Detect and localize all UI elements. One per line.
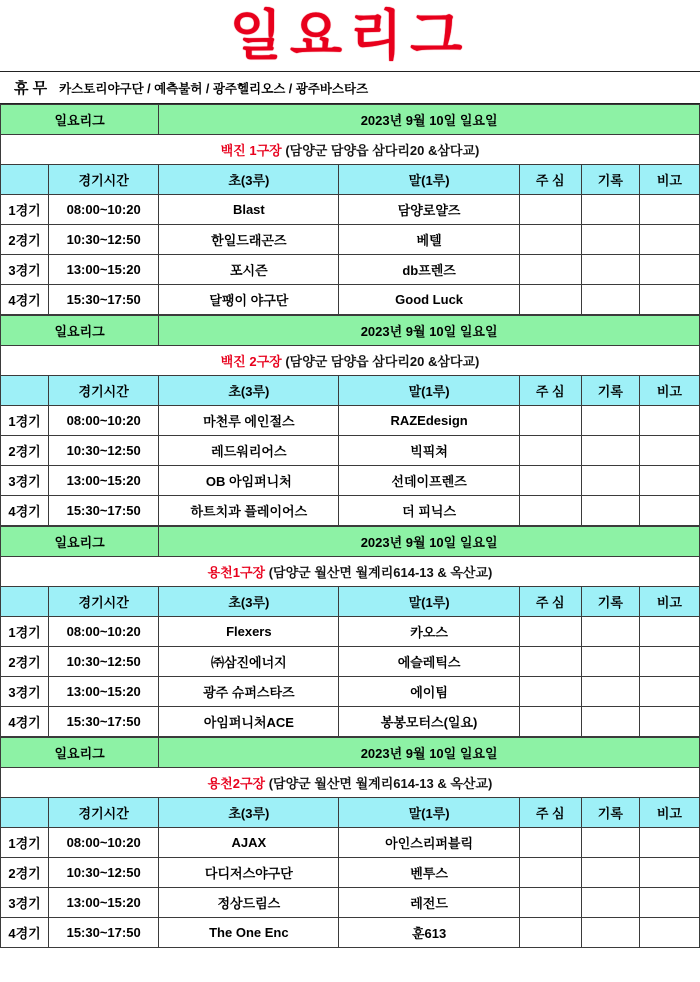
umpire-cell xyxy=(519,406,581,436)
game-number: 2경기 xyxy=(1,647,49,677)
note-cell xyxy=(639,436,699,466)
note-cell xyxy=(639,285,699,315)
umpire-cell xyxy=(519,888,581,918)
note-cell xyxy=(639,466,699,496)
umpire-cell xyxy=(519,617,581,647)
game-time: 13:00~15:20 xyxy=(49,255,159,285)
col-header-umpire: 주 심 xyxy=(519,798,581,828)
game-time: 10:30~12:50 xyxy=(49,225,159,255)
home-team: 벤투스 xyxy=(339,858,519,888)
table-row xyxy=(1,617,700,647)
home-team: 빅픽쳐 xyxy=(339,436,519,466)
record-cell xyxy=(581,828,639,858)
note-cell xyxy=(639,707,699,737)
notice-label: 휴 무 xyxy=(14,80,48,97)
col-header-record: 기록 xyxy=(581,165,639,195)
game-number: 1경기 xyxy=(1,195,49,225)
game-time: 10:30~12:50 xyxy=(49,436,159,466)
game-time: 10:30~12:50 xyxy=(49,647,159,677)
umpire-cell xyxy=(519,707,581,737)
league-date: 2023년 9월 10일 일요일 xyxy=(159,738,700,768)
home-team: RAZEdesign xyxy=(339,406,519,436)
game-number: 4경기 xyxy=(1,918,49,948)
col-header-note: 비고 xyxy=(639,798,699,828)
game-number: 4경기 xyxy=(1,285,49,315)
table-row xyxy=(1,225,700,255)
table-row xyxy=(1,918,700,948)
col-header-record: 기록 xyxy=(581,376,639,406)
game-number: 1경기 xyxy=(1,406,49,436)
game-number: 2경기 xyxy=(1,225,49,255)
col-header-time: 경기시간 xyxy=(49,165,159,195)
stadium-block xyxy=(0,104,700,315)
home-team: 카오스 xyxy=(339,617,519,647)
game-number: 2경기 xyxy=(1,858,49,888)
game-number: 3경기 xyxy=(1,677,49,707)
stadium-name: 백진 1구장 xyxy=(220,143,286,158)
table-row xyxy=(1,888,700,918)
umpire-cell xyxy=(519,918,581,948)
game-number: 4경기 xyxy=(1,707,49,737)
record-cell xyxy=(581,617,639,647)
col-header-away: 초(3루) xyxy=(159,165,339,195)
schedule-blocks xyxy=(0,104,700,948)
stadium-row xyxy=(1,557,700,587)
stadium-name: 용천1구장 xyxy=(207,565,269,580)
umpire-cell xyxy=(519,496,581,526)
home-team: 레전드 xyxy=(339,888,519,918)
col-header-blank xyxy=(1,376,49,406)
record-cell xyxy=(581,888,639,918)
away-team: 다디저스야구단 xyxy=(159,858,339,888)
table-row xyxy=(1,436,700,466)
umpire-cell xyxy=(519,466,581,496)
game-number: 1경기 xyxy=(1,617,49,647)
game-number: 1경기 xyxy=(1,828,49,858)
col-header-umpire: 주 심 xyxy=(519,376,581,406)
column-header-row xyxy=(1,376,700,406)
away-team: Flexers xyxy=(159,617,339,647)
table-row xyxy=(1,406,700,436)
away-team: 레드워리어스 xyxy=(159,436,339,466)
home-team: 더 피닉스 xyxy=(339,496,519,526)
stadium-row xyxy=(1,768,700,798)
column-header-row xyxy=(1,798,700,828)
col-header-home: 말(1루) xyxy=(339,587,519,617)
stadium-name: 용천2구장 xyxy=(207,776,269,791)
away-team: AJAX xyxy=(159,828,339,858)
record-cell xyxy=(581,255,639,285)
note-cell xyxy=(639,858,699,888)
record-cell xyxy=(581,195,639,225)
league-date: 2023년 9월 10일 일요일 xyxy=(159,105,700,135)
record-cell xyxy=(581,677,639,707)
table-row xyxy=(1,496,700,526)
note-cell xyxy=(639,406,699,436)
league-date: 2023년 9월 10일 일요일 xyxy=(159,527,700,557)
league-name: 일요리그 xyxy=(1,527,159,557)
stadium-info xyxy=(1,768,700,798)
col-header-away: 초(3루) xyxy=(159,587,339,617)
stadium-info xyxy=(1,135,700,165)
table-row xyxy=(1,677,700,707)
stadium-row xyxy=(1,346,700,376)
home-team: db프렌즈 xyxy=(339,255,519,285)
stadium-name: 백진 2구장 xyxy=(220,354,286,369)
stadium-info xyxy=(1,346,700,376)
umpire-cell xyxy=(519,677,581,707)
col-header-blank xyxy=(1,587,49,617)
record-cell xyxy=(581,285,639,315)
table-row xyxy=(1,707,700,737)
page-title: 일요리그 xyxy=(229,5,471,66)
league-date-row xyxy=(1,316,700,346)
game-time: 15:30~17:50 xyxy=(49,496,159,526)
away-team: Blast xyxy=(159,195,339,225)
note-cell xyxy=(639,647,699,677)
stadium-block xyxy=(0,315,700,526)
game-time: 10:30~12:50 xyxy=(49,858,159,888)
home-team: 에이팀 xyxy=(339,677,519,707)
record-cell xyxy=(581,858,639,888)
game-number: 3경기 xyxy=(1,255,49,285)
league-date-row xyxy=(1,105,700,135)
col-header-record: 기록 xyxy=(581,587,639,617)
col-header-time: 경기시간 xyxy=(49,587,159,617)
record-cell xyxy=(581,436,639,466)
league-name: 일요리그 xyxy=(1,316,159,346)
league-date: 2023년 9월 10일 일요일 xyxy=(159,316,700,346)
col-header-umpire: 주 심 xyxy=(519,165,581,195)
notice-text: 카스토리야구단 / 예측불허 / 광주헬리오스 / 광주바스타즈 xyxy=(59,81,369,96)
umpire-cell xyxy=(519,285,581,315)
col-header-record: 기록 xyxy=(581,798,639,828)
game-number: 3경기 xyxy=(1,466,49,496)
home-team: 훈613 xyxy=(339,918,519,948)
home-team: Good Luck xyxy=(339,285,519,315)
col-header-home: 말(1루) xyxy=(339,376,519,406)
record-cell xyxy=(581,707,639,737)
league-date-row xyxy=(1,738,700,768)
home-team: 아인스리퍼블릭 xyxy=(339,828,519,858)
away-team: 한일드래곤즈 xyxy=(159,225,339,255)
note-cell xyxy=(639,677,699,707)
umpire-cell xyxy=(519,436,581,466)
table-row xyxy=(1,255,700,285)
home-team: 에슬레틱스 xyxy=(339,647,519,677)
page-title-bar xyxy=(0,0,700,72)
league-date-row xyxy=(1,527,700,557)
table-row xyxy=(1,647,700,677)
table-row xyxy=(1,195,700,225)
record-cell xyxy=(581,406,639,436)
col-header-note: 비고 xyxy=(639,165,699,195)
note-cell xyxy=(639,888,699,918)
col-header-home: 말(1루) xyxy=(339,798,519,828)
umpire-cell xyxy=(519,225,581,255)
notice-row xyxy=(0,72,700,104)
stadium-block xyxy=(0,526,700,737)
table-row xyxy=(1,466,700,496)
umpire-cell xyxy=(519,828,581,858)
home-team: 베텔 xyxy=(339,225,519,255)
stadium-address: (담양군 담양읍 삼다리20 &삼다교) xyxy=(285,354,480,369)
col-header-umpire: 주 심 xyxy=(519,587,581,617)
note-cell xyxy=(639,828,699,858)
col-header-note: 비고 xyxy=(639,376,699,406)
col-header-blank xyxy=(1,798,49,828)
table-row xyxy=(1,858,700,888)
game-time: 13:00~15:20 xyxy=(49,888,159,918)
col-header-time: 경기시간 xyxy=(49,376,159,406)
note-cell xyxy=(639,195,699,225)
note-cell xyxy=(639,617,699,647)
away-team: 달팽이 야구단 xyxy=(159,285,339,315)
game-number: 3경기 xyxy=(1,888,49,918)
stadium-address: (담양군 월산면 월계리614-13 & 옥산교) xyxy=(268,776,493,791)
away-team: ㈜삼진에너지 xyxy=(159,647,339,677)
column-header-row xyxy=(1,165,700,195)
col-header-blank xyxy=(1,165,49,195)
stadium-info xyxy=(1,557,700,587)
record-cell xyxy=(581,225,639,255)
game-time: 08:00~10:20 xyxy=(49,195,159,225)
umpire-cell xyxy=(519,858,581,888)
game-time: 13:00~15:20 xyxy=(49,466,159,496)
home-team: 봉봉모터스(일요) xyxy=(339,707,519,737)
stadium-block xyxy=(0,737,700,948)
game-time: 08:00~10:20 xyxy=(49,828,159,858)
game-time: 13:00~15:20 xyxy=(49,677,159,707)
league-name: 일요리그 xyxy=(1,738,159,768)
game-time: 15:30~17:50 xyxy=(49,918,159,948)
col-header-home: 말(1루) xyxy=(339,165,519,195)
away-team: The One Enc xyxy=(159,918,339,948)
away-team: 아임퍼니처ACE xyxy=(159,707,339,737)
game-time: 08:00~10:20 xyxy=(49,406,159,436)
home-team: 선데이프렌즈 xyxy=(339,466,519,496)
away-team: OB 아임퍼니처 xyxy=(159,466,339,496)
record-cell xyxy=(581,647,639,677)
note-cell xyxy=(639,918,699,948)
record-cell xyxy=(581,496,639,526)
record-cell xyxy=(581,466,639,496)
game-time: 15:30~17:50 xyxy=(49,285,159,315)
umpire-cell xyxy=(519,647,581,677)
stadium-address: (담양군 월산면 월계리614-13 & 옥산교) xyxy=(268,565,493,580)
away-team: 광주 슈퍼스타즈 xyxy=(159,677,339,707)
game-time: 08:00~10:20 xyxy=(49,617,159,647)
game-number: 4경기 xyxy=(1,496,49,526)
umpire-cell xyxy=(519,255,581,285)
away-team: 마천루 에인절스 xyxy=(159,406,339,436)
stadium-address: (담양군 담양읍 삼다리20 &삼다교) xyxy=(285,143,480,158)
away-team: 포시즌 xyxy=(159,255,339,285)
table-row xyxy=(1,285,700,315)
game-number: 2경기 xyxy=(1,436,49,466)
col-header-note: 비고 xyxy=(639,587,699,617)
home-team: 담양로얄즈 xyxy=(339,195,519,225)
col-header-away: 초(3루) xyxy=(159,376,339,406)
note-cell xyxy=(639,255,699,285)
record-cell xyxy=(581,918,639,948)
table-row xyxy=(1,828,700,858)
stadium-row xyxy=(1,135,700,165)
note-cell xyxy=(639,496,699,526)
note-cell xyxy=(639,225,699,255)
column-header-row xyxy=(1,587,700,617)
league-name: 일요리그 xyxy=(1,105,159,135)
col-header-time: 경기시간 xyxy=(49,798,159,828)
away-team: 하트치과 플레이어스 xyxy=(159,496,339,526)
col-header-away: 초(3루) xyxy=(159,798,339,828)
umpire-cell xyxy=(519,195,581,225)
game-time: 15:30~17:50 xyxy=(49,707,159,737)
away-team: 정상드림스 xyxy=(159,888,339,918)
